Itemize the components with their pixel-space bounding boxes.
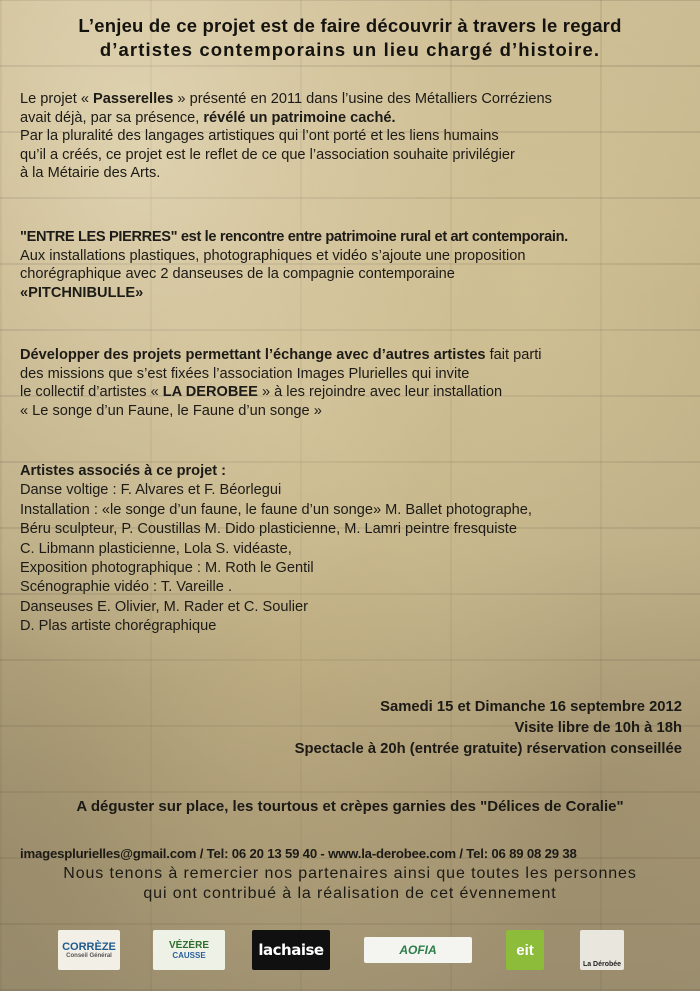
- event-dates: Samedi 15 et Dimanche 16 septembre 2012: [380, 699, 682, 715]
- paragraph-line: "ENTRE LES PIERRES" est le rencontre entre patrimoine rural et art contemporain.: [20, 229, 568, 245]
- artist-line: Béru sculpteur, P. Coustillas M. Dido plasticienne, M. Lamri peintre fresquiste: [20, 521, 517, 538]
- paragraph-line: [20, 383, 684, 402]
- text: le collectif d’artistes «: [20, 384, 163, 401]
- aofia-logo: AOFIA: [364, 937, 472, 963]
- text: Le projet «: [20, 91, 94, 107]
- thanks: [0, 864, 700, 904]
- paragraph-line: Aux installations plastiques, photographiques et vidéo s’ajoute une proposition: [20, 247, 526, 264]
- logo-subtext: CAUSSE: [172, 951, 206, 960]
- artist-line: D. Plas artiste chorégraphique: [20, 618, 217, 635]
- logo-text: CORRÈZE: [62, 941, 116, 953]
- correze-logo: [58, 930, 120, 970]
- heading-line-1: L’enjeu de ce projet est de faire découvrir à travers le regard: [78, 15, 622, 36]
- text-bold: Développer des projets permettant l’échange avec d’autres artistes: [20, 347, 486, 363]
- thanks-line-2: qui ont contribué à la réalisation de cet évennement: [143, 885, 557, 902]
- thanks-line-1: Nous tenons à remercier nos partenaires ainsi que toutes les personnes: [63, 865, 637, 882]
- paragraph-entre-les-pierres: [20, 228, 684, 302]
- artist-line: Installation : «le songe d’un faune, le faune d’un songe» M. Ballet photographe,: [20, 501, 532, 518]
- paragraph-line: [20, 346, 684, 365]
- text-bold: révélé un patrimoine caché.: [203, 109, 396, 126]
- event-info: [295, 697, 682, 760]
- paragraph-line: chorégraphique avec 2 danseuses de la compagnie contemporaine: [20, 266, 455, 283]
- text: » à les rejoindre avec leur installation: [257, 384, 503, 401]
- text: » présenté en 2011 dans l’usine des Métalliers Corréziens: [173, 91, 552, 107]
- event-hours: Visite libre de 10h à 18h: [514, 720, 682, 736]
- partner-logos: [0, 930, 700, 975]
- text-bold: LA DEROBEE: [162, 384, 258, 401]
- artists-title: Artistes associés à ce projet :: [20, 463, 227, 479]
- logo-text: VÉZÈRE: [168, 940, 209, 951]
- paragraph-line: «PITCHNIBULLE»: [20, 284, 144, 301]
- paragraph-developper: [20, 346, 684, 420]
- paragraph-line: [20, 90, 684, 109]
- artist-line: Scénographie vidéo : T. Vareille .: [20, 579, 233, 596]
- heading: [0, 14, 700, 62]
- text: fait parti: [485, 347, 542, 363]
- logo-subtext: Conseil Général: [66, 953, 112, 959]
- eit-logo: eit: [506, 930, 544, 970]
- paragraph-line: qu’il a créés, ce projet est le reflet de ce que l’association souhaite privilégier: [20, 146, 515, 163]
- vezere-causse-logo: [153, 930, 225, 970]
- paragraph-line: des missions que s’est fixées l’association Images Plurielles qui invite: [20, 365, 470, 382]
- paragraph-line: à la Métairie des Arts.: [20, 165, 161, 182]
- artist-line: Danse voltige : F. Alvares et F. Béorlegui: [20, 482, 282, 499]
- event-show: Spectacle à 20h (entrée gratuite) réservation conseillée: [294, 741, 682, 757]
- text: avait déjà, par sa présence,: [20, 109, 204, 126]
- text-bold: Passerelles: [93, 91, 174, 107]
- artist-line: C. Libmann plasticienne, Lola S. vidéaste,: [20, 540, 292, 557]
- contacts-line: imagesplurielles@gmail.com / Tel: 06 20 13 59 40 - www.la-derobee.com / Tel: 06 89 08 29 38: [20, 846, 577, 861]
- paragraph-line: [20, 109, 684, 128]
- food-line: A déguster sur place, les tourtous et crèpes garnies des "Délices de Coralie": [76, 798, 624, 815]
- artist-line: Exposition photographique : M. Roth le Gentil: [20, 560, 314, 577]
- artist-line: Danseuses E. Olivier, M. Rader et C. Soulier: [20, 598, 308, 615]
- lachaise-logo: lachaise: [252, 930, 330, 970]
- paragraph-passerelles: [20, 90, 684, 183]
- la-derobee-logo: La Dérobée: [580, 930, 624, 970]
- paragraph-line: « Le songe d’un Faune, le Faune d’un songe »: [20, 402, 322, 419]
- artists-section: [20, 462, 684, 637]
- paragraph-line: Par la pluralité des langages artistiques qui l’ont porté et les liens humains: [20, 128, 499, 145]
- heading-line-2: d’artistes contemporains un lieu chargé d’histoire.: [99, 39, 601, 60]
